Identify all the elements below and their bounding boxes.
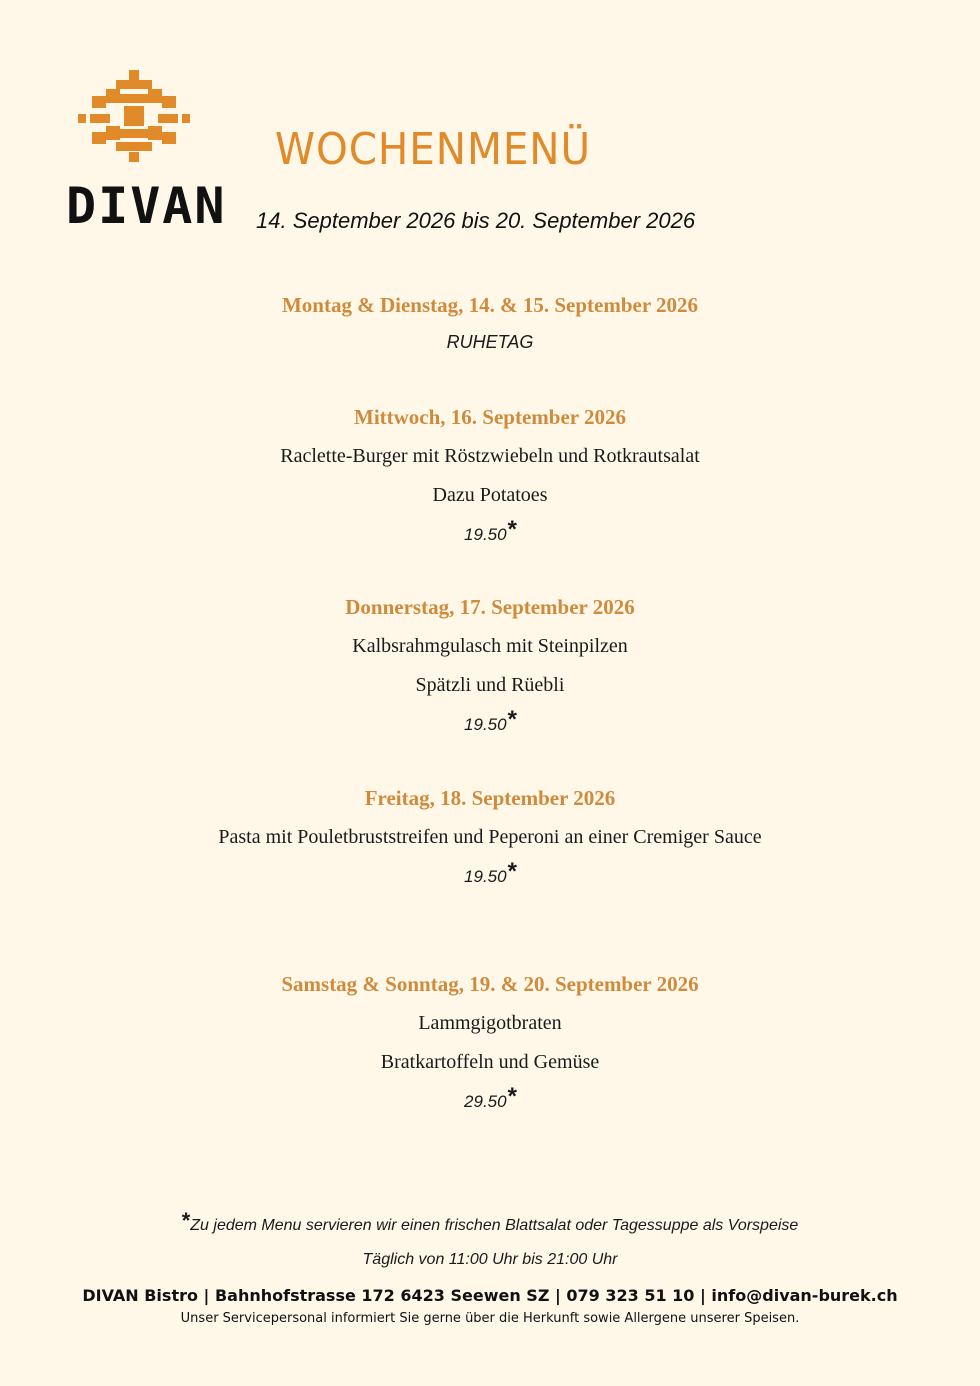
day-heading: Mittwoch, 16. September 2026	[354, 405, 626, 429]
divan-logo	[66, 66, 227, 236]
closed-note: RUHETAG	[446, 332, 534, 352]
dish-line: Kalbsrahmgulasch mit Steinpilzen	[352, 635, 628, 657]
logo-wordmark: DIVAN	[66, 177, 227, 235]
dish-line: Dazu Potatoes	[432, 484, 548, 506]
dish-line: Bratkartoffeln und Gemüse	[380, 1051, 600, 1073]
footnote	[0, 1208, 980, 1238]
price-marker: *	[506, 516, 516, 543]
price-marker: *	[506, 1083, 516, 1110]
price-value: 19.50	[464, 715, 507, 734]
price-value: 29.50	[464, 1092, 507, 1111]
dish-line: Spätzli und Rüebli	[415, 674, 565, 696]
footnote-text: Zu jedem Menu servieren wir einen frischen Blattsalat oder Tagessuppe als Vorspeise	[190, 1217, 799, 1234]
day-heading: Montag & Dienstag, 14. & 15. September 2026	[281, 293, 699, 317]
day-heading: Freitag, 18. September 2026	[364, 786, 616, 810]
price	[0, 516, 980, 547]
day-section-thursday	[0, 593, 980, 737]
contact-line: DIVAN Bistro | Bahnhofstrasse 172 6423 Seewen SZ | 079 323 51 10 | info@divan-burek.ch	[82, 1286, 898, 1305]
price-marker: *	[506, 706, 516, 733]
allergen-note: Unser Servicepersonal informiert Sie gerne über die Herkunft sowie Allergene unserer Speisen.	[180, 1311, 800, 1326]
day-heading: Samstag & Sonntag, 19. & 20. September 2026	[281, 972, 699, 996]
price	[0, 858, 980, 889]
price	[0, 1083, 980, 1114]
price	[0, 706, 980, 737]
dish-line: Pasta mit Pouletbruststreifen und Peperoni an einer Cremiger Sauce	[218, 826, 762, 848]
price-value: 19.50	[464, 525, 507, 544]
geometric-ornament-icon	[66, 66, 216, 176]
date-range: 14. September 2026 bis 20. September 2026	[256, 208, 696, 233]
price-marker: *	[506, 858, 516, 885]
day-section-wednesday	[0, 403, 980, 547]
price-value: 19.50	[464, 867, 507, 886]
page-title: WOCHENMENÜ	[275, 124, 592, 175]
day-section-monday-tuesday	[0, 291, 980, 354]
dish-line: Raclette-Burger mit Röstzwiebeln und Rotkrautsalat	[280, 445, 700, 467]
day-section-friday	[0, 784, 980, 889]
footnote-marker: *	[181, 1208, 191, 1233]
opening-hours: Täglich von 11:00 Uhr bis 21:00 Uhr	[362, 1251, 618, 1268]
day-heading: Donnerstag, 17. September 2026	[345, 595, 635, 619]
day-section-weekend	[0, 970, 980, 1114]
dish-line: Lammgigotbraten	[418, 1012, 562, 1034]
